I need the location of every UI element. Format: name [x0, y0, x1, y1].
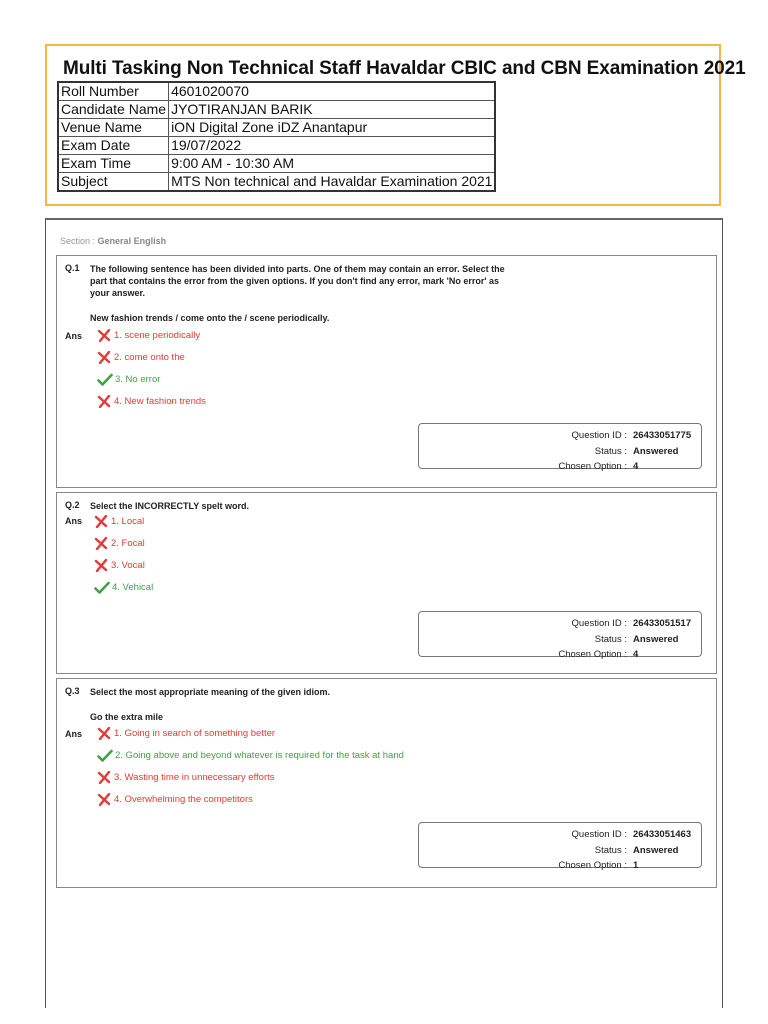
- table-row: [58, 173, 495, 192]
- option-1: [94, 515, 144, 528]
- cross-icon: [97, 351, 111, 364]
- question-id-label: Question ID :: [571, 829, 627, 840]
- exam-title: Multi Tasking Non Technical Staff Havaldar CBIC and CBN Examination 2021: [63, 58, 746, 79]
- question-id-label: Question ID :: [571, 430, 627, 441]
- chosen-option-label: Chosen Option :: [558, 649, 627, 660]
- info-label: Exam Time: [58, 155, 169, 173]
- table-row: [58, 82, 495, 101]
- chosen-option-value: 1: [633, 860, 639, 871]
- cross-icon: [94, 515, 108, 528]
- option-label: 4. Overwhelming the competitors: [114, 794, 253, 805]
- info-value: iON Digital Zone iDZ Anantapur: [169, 119, 496, 137]
- info-value: JYOTIRANJAN BARIK: [169, 101, 496, 119]
- checkmark-icon: [97, 373, 113, 386]
- section-name: General English: [97, 236, 167, 246]
- info-label: Venue Name: [58, 119, 169, 137]
- question-number: Q.1: [65, 263, 80, 273]
- chosen-option-value: 4: [633, 461, 639, 472]
- cross-icon: [94, 537, 108, 550]
- option-4: [97, 793, 253, 806]
- question-id-value: 26433051775: [633, 430, 692, 441]
- response-sheet: [45, 218, 723, 1008]
- checkmark-icon: [94, 581, 110, 594]
- option-label: 1. Local: [111, 516, 145, 527]
- checkmark-icon: [97, 749, 113, 762]
- cross-icon: [97, 329, 111, 342]
- status-value: Answered: [633, 845, 679, 856]
- option-2: [97, 351, 185, 364]
- section-prefix: Section :: [60, 236, 96, 246]
- cross-icon: [94, 559, 108, 572]
- option-4: [97, 395, 206, 408]
- status-label: Status :: [594, 446, 627, 457]
- cross-icon: [97, 771, 111, 784]
- chosen-option-value: 4: [633, 649, 639, 660]
- question-id-value: 26433051517: [633, 618, 692, 629]
- status-label: Status :: [594, 634, 627, 645]
- info-value: 4601020070: [169, 82, 496, 101]
- candidate-info-table: [57, 81, 496, 192]
- option-label: 2. Going above and beyond whatever is required for the task at hand: [115, 750, 404, 761]
- table-row: [58, 101, 495, 119]
- info-label: Candidate Name: [58, 101, 169, 119]
- status-value: Answered: [633, 446, 679, 457]
- question-id-value: 26433051463: [633, 829, 692, 840]
- question-meta: [418, 611, 702, 660]
- exam-header: [45, 44, 746, 206]
- chosen-option-label: Chosen Option :: [558, 860, 627, 871]
- cross-icon: [97, 727, 111, 740]
- option-3: [97, 771, 275, 784]
- info-value: 9:00 AM - 10:30 AM: [169, 155, 496, 173]
- cross-icon: [97, 395, 111, 408]
- status-value: Answered: [633, 634, 679, 645]
- question-text: Select the most appropriate meaning of the given idiom.: [90, 687, 331, 697]
- question-id-label: Question ID :: [571, 618, 627, 629]
- question-text: The following sentence has been divided into parts. One of them may contain an error. Select the part that contains the error from the given options. If you don't find any error, mark 'No error' as your answer.: [90, 264, 505, 298]
- question-card-3: [56, 678, 717, 888]
- info-label: Exam Date: [58, 137, 169, 155]
- option-label: 2. Focal: [111, 538, 145, 549]
- option-1: [97, 329, 200, 342]
- option-label: 4. New fashion trends: [114, 396, 206, 407]
- question-text: Select the INCORRECTLY spelt word.: [90, 501, 250, 511]
- option-3: [94, 559, 145, 572]
- table-row: [58, 119, 495, 137]
- option-label: 3. Vocal: [111, 560, 145, 571]
- ans-label: Ans: [65, 331, 83, 341]
- question-card-1: [56, 255, 717, 488]
- question-sentence: New fashion trends / come onto the / scene periodically.: [90, 313, 330, 323]
- ans-label: Ans: [65, 516, 83, 526]
- status-label: Status :: [594, 845, 627, 856]
- table-row: [58, 137, 495, 155]
- option-label: 2. come onto the: [114, 352, 185, 363]
- cross-icon: [97, 793, 111, 806]
- question-number: Q.2: [65, 500, 80, 510]
- option-2: [94, 537, 145, 550]
- option-1: [97, 727, 275, 740]
- info-value: 19/07/2022: [169, 137, 496, 155]
- question-card-2: [56, 492, 717, 674]
- question-number: Q.3: [65, 686, 80, 696]
- ans-label: Ans: [65, 729, 83, 739]
- idiom-text: Go the extra mile: [90, 712, 164, 722]
- info-label: Subject: [58, 173, 169, 192]
- info-label: Roll Number: [58, 82, 169, 101]
- section-label: [60, 236, 166, 246]
- option-label: 3. Wasting time in unnecessary efforts: [114, 772, 275, 783]
- option-4: [94, 581, 153, 594]
- option-label: 3. No error: [115, 374, 161, 385]
- question-meta: [418, 822, 702, 871]
- info-value: MTS Non technical and Havaldar Examination 2021: [169, 173, 496, 192]
- option-2: [97, 749, 404, 762]
- chosen-option-label: Chosen Option :: [558, 461, 627, 472]
- option-label: 1. Going in search of something better: [114, 728, 276, 739]
- option-3: [97, 373, 160, 386]
- option-label: 1. scene periodically: [114, 330, 201, 341]
- option-label: 4. Vehical: [112, 582, 154, 593]
- table-row: [58, 155, 495, 173]
- question-meta: [418, 423, 702, 472]
